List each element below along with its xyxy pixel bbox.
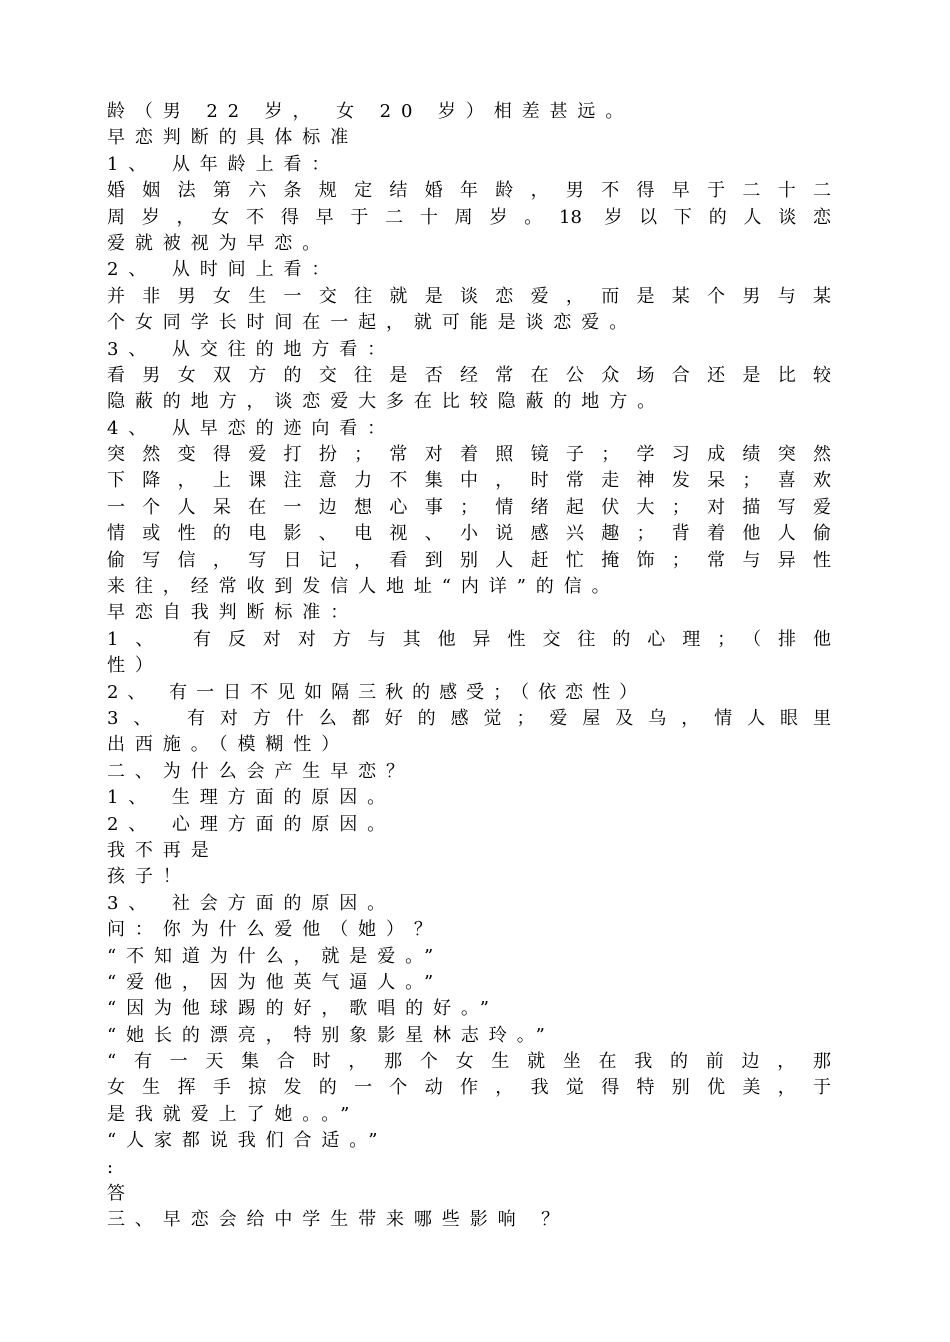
text-line: 个女同学长时间在一起，就可能是谈恋爱。 <box>107 312 638 334</box>
text-line: 偷写信，写日记，看到别人赶忙掩饰；常与异性 <box>107 549 831 571</box>
list-item-heading: 1、 从年龄上看： <box>107 153 340 175</box>
section-heading: 二、为什么会产生早恋？ <box>107 760 414 782</box>
text-line: 婚姻法第六条规定结婚年龄，男不得早于二十二 <box>107 180 831 202</box>
text-line: 并非男女生一交往就是谈恋爱，而是某个男与某 <box>107 285 831 307</box>
text-line: 突然变得爱打扮；常对着照镜子；学习成绩突然 <box>107 444 831 466</box>
text-line: 孩子！ <box>107 866 191 888</box>
text-line: 爱就被视为早恋。 <box>107 232 331 254</box>
text-line: 看男女双方的交往是否经常在公众场合还是比较 <box>107 364 831 386</box>
text-line: 出西施。（模糊性） <box>107 734 350 756</box>
answer-label: 答 <box>107 1183 135 1205</box>
list-item-heading: 4、 从早恋的迹向看： <box>107 417 396 439</box>
list-item: 1、 有反对对方与其他异性交往的心理；（排他 <box>107 628 831 650</box>
section-heading: 早恋自我判断标准： <box>107 602 359 624</box>
quote-line: “不知道为什么，就是爱。” <box>107 945 444 967</box>
text-line: 一个人呆在一边想心事；情绪起伏大；对描写爱 <box>107 496 831 518</box>
question-line: 问：你为什么爱他（她）？ <box>107 919 442 941</box>
list-item: 3、 有对方什么都好的感觉；爱屋及乌，情人眼里 <box>107 707 831 729</box>
quote-line: 是我就爱上了她。。” <box>107 1103 360 1125</box>
quote-line: “爱他，因为他英气逼人。” <box>107 971 444 993</box>
text-line: 隐蔽的地方，谈恋爱大多在比较隐蔽的地方。 <box>107 391 665 413</box>
quote-line: 女生挥手掠发的一个动作，我觉得特别优美，于 <box>107 1077 831 1099</box>
list-item-heading: 3、 从交往的地方看： <box>107 338 396 360</box>
document-body <box>107 99 831 1234</box>
text-line: 周岁，女不得早于二十周岁。18 岁以下的人谈恋 <box>107 206 831 228</box>
list-item: 2、 心理方面的原因。 <box>107 813 396 835</box>
text-line: 情或性的电影、电视、小说感兴趣；背着他人偷 <box>107 523 831 545</box>
text-line: 下降，上课注意力不集中，时常走神发呆；喜欢 <box>107 470 831 492</box>
section-heading: 早恋判断的具体标准 <box>107 127 359 149</box>
section-heading: 三、早恋会给中学生带来哪些影响 ？ <box>107 1209 570 1231</box>
list-item: 1、 生理方面的原因。 <box>107 787 396 809</box>
quote-line: “人家都说我们合适。” <box>107 1130 388 1152</box>
list-item-heading: 2、 从时间上看： <box>107 259 340 281</box>
text-line: : <box>107 1156 123 1178</box>
list-item: 3、 社会方面的原因。 <box>107 892 396 914</box>
quote-line: “有一天集合时，那个女生就坐在我的前边，那 <box>107 1051 831 1073</box>
list-item: 2、 有一日不见如隔三秋的感受；（依恋性） <box>107 681 647 703</box>
text-line: 我不再是 <box>107 839 219 861</box>
text-line: 龄（男 22 岁， 女 20 岁）相差甚远。 <box>107 101 634 122</box>
quote-line: “因为他球踢的好，歌唱的好。” <box>107 998 499 1020</box>
text-line: 性） <box>107 655 163 677</box>
quote-line: “她长的漂亮，特别象影星林志玲。” <box>107 1024 555 1046</box>
text-line: 来往，经常收到发信人地址“内详”的信。 <box>107 576 620 598</box>
